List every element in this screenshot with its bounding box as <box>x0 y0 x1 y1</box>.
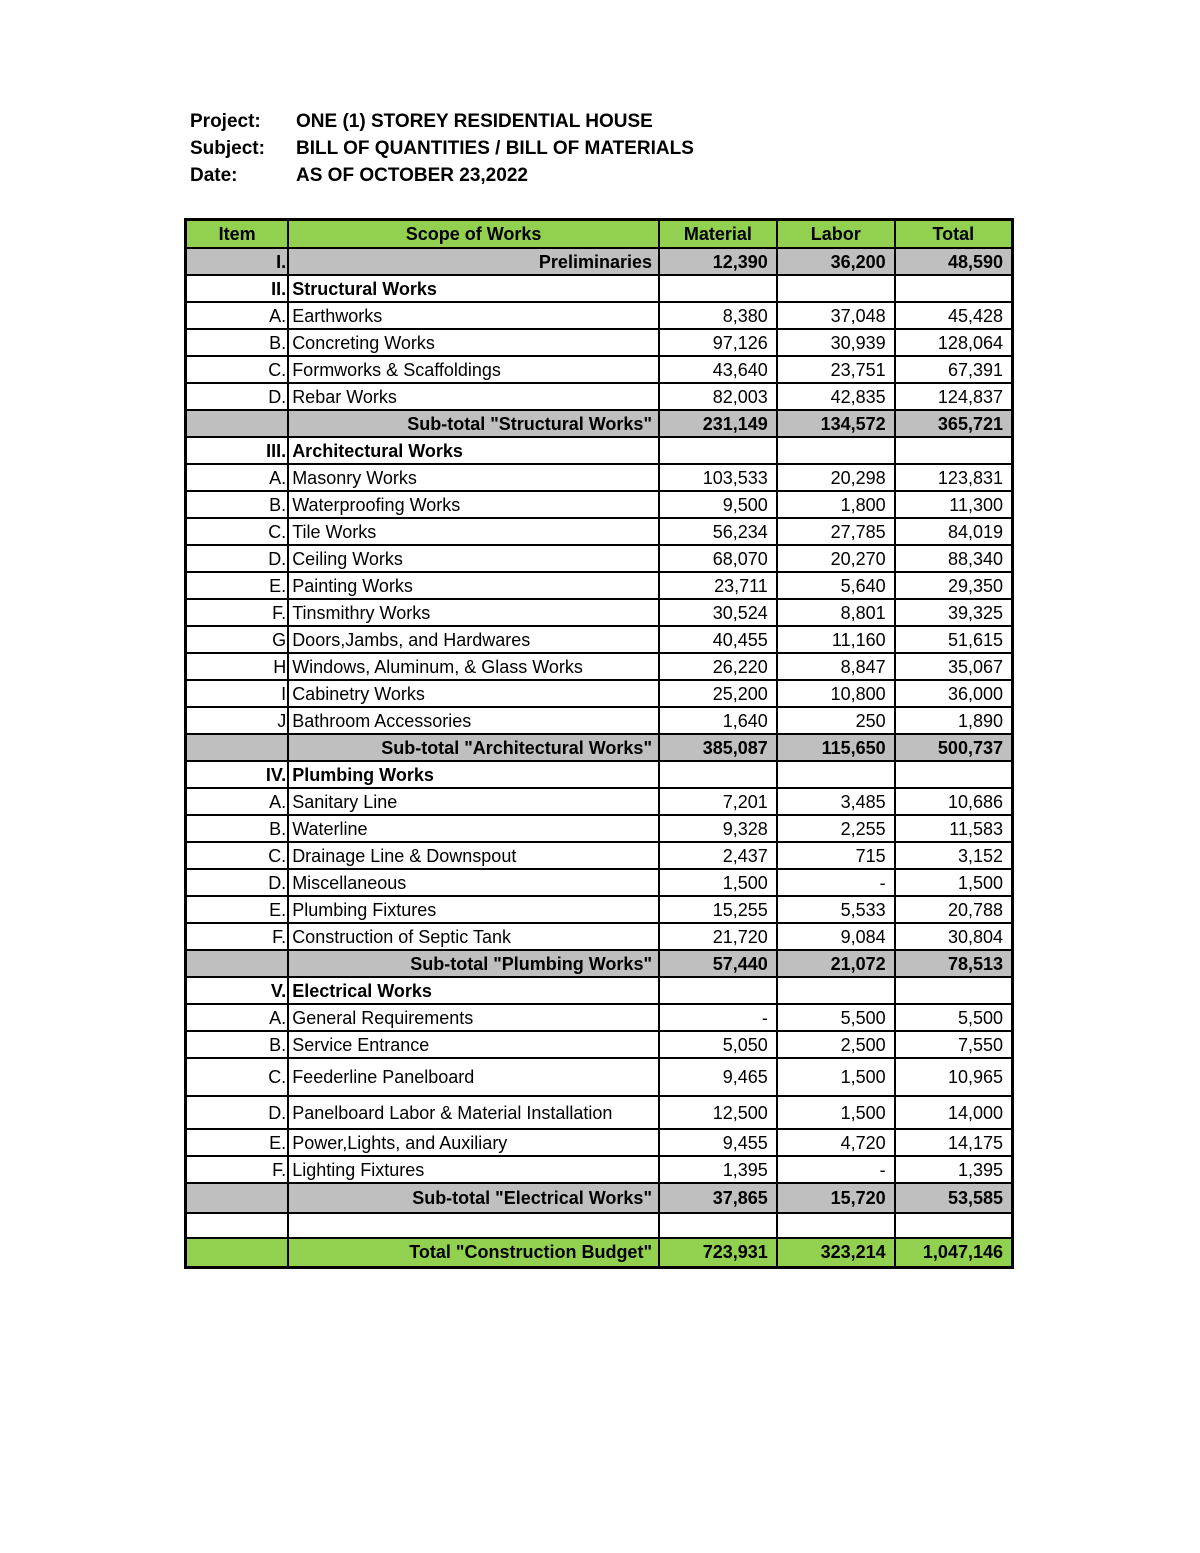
table-row <box>186 1096 1013 1129</box>
cell-total: 29,350 <box>895 572 1013 599</box>
cell-labor <box>777 275 895 302</box>
cell-labor: 2,500 <box>777 1031 895 1058</box>
cell-item <box>186 734 289 761</box>
cell-scope: Earthworks <box>288 302 659 329</box>
table-row <box>186 680 1013 707</box>
cell-material: 1,640 <box>659 707 777 734</box>
cell-scope: Feederline Panelboard <box>288 1058 659 1096</box>
section-row <box>186 761 1013 788</box>
cell-total: 14,175 <box>895 1129 1013 1156</box>
cell-material <box>659 761 777 788</box>
cell-material: 21,720 <box>659 923 777 950</box>
cell-total: 48,590 <box>895 248 1013 275</box>
cell-material <box>659 1213 777 1238</box>
cell-scope: Masonry Works <box>288 464 659 491</box>
cell-item: B. <box>186 329 289 356</box>
cell-labor: 3,485 <box>777 788 895 815</box>
cell-scope: Waterproofing Works <box>288 491 659 518</box>
cell-scope: Sub-total "Electrical Works" <box>288 1183 659 1213</box>
cell-item: H <box>186 653 289 680</box>
cell-item: D. <box>186 383 289 410</box>
subtotal-row <box>186 1183 1013 1213</box>
table-row <box>186 572 1013 599</box>
section-row <box>186 977 1013 1004</box>
cell-labor: 11,160 <box>777 626 895 653</box>
cell-material: 2,437 <box>659 842 777 869</box>
cell-item: III. <box>186 437 289 464</box>
table-row <box>186 1058 1013 1096</box>
cell-material: 9,500 <box>659 491 777 518</box>
cell-labor: 10,800 <box>777 680 895 707</box>
table-row <box>186 1129 1013 1156</box>
table-row <box>186 1031 1013 1058</box>
cell-total: 11,583 <box>895 815 1013 842</box>
table-row <box>186 383 1013 410</box>
cell-item: J <box>186 707 289 734</box>
cell-material: 56,234 <box>659 518 777 545</box>
cell-labor: 134,572 <box>777 410 895 437</box>
cell-scope: Ceiling Works <box>288 545 659 572</box>
cell-item: F. <box>186 1156 289 1183</box>
cell-labor: 1,500 <box>777 1058 895 1096</box>
cell-item: D. <box>186 1096 289 1129</box>
cell-total: 1,500 <box>895 869 1013 896</box>
table-row <box>186 842 1013 869</box>
cell-item: A. <box>186 788 289 815</box>
cell-item: II. <box>186 275 289 302</box>
cell-total: 5,500 <box>895 1004 1013 1031</box>
cell-scope: Sub-total "Structural Works" <box>288 410 659 437</box>
cell-total <box>895 275 1013 302</box>
cell-labor <box>777 761 895 788</box>
cell-scope: Tile Works <box>288 518 659 545</box>
table-row <box>186 302 1013 329</box>
table-row <box>186 896 1013 923</box>
spacer-row <box>186 1213 1013 1238</box>
cell-labor: 21,072 <box>777 950 895 977</box>
cell-total: 67,391 <box>895 356 1013 383</box>
cell-scope: Lighting Fixtures <box>288 1156 659 1183</box>
cell-total: 10,686 <box>895 788 1013 815</box>
cell-item: C. <box>186 842 289 869</box>
cell-scope: Construction of Septic Tank <box>288 923 659 950</box>
table-row <box>186 518 1013 545</box>
cell-item: D. <box>186 545 289 572</box>
cell-scope: Sanitary Line <box>288 788 659 815</box>
cell-labor: 2,255 <box>777 815 895 842</box>
cell-scope: Waterline <box>288 815 659 842</box>
cell-total: 124,837 <box>895 383 1013 410</box>
cell-total: 500,737 <box>895 734 1013 761</box>
cell-item: A. <box>186 464 289 491</box>
cell-scope: General Requirements <box>288 1004 659 1031</box>
cell-labor: 4,720 <box>777 1129 895 1156</box>
subject-value: BILL OF QUANTITIES / BILL OF MATERIALS <box>296 138 694 159</box>
cell-total: 36,000 <box>895 680 1013 707</box>
cell-labor: 9,084 <box>777 923 895 950</box>
cell-scope <box>288 1213 659 1238</box>
cell-item <box>186 1183 289 1213</box>
cell-total: 14,000 <box>895 1096 1013 1129</box>
section-row <box>186 437 1013 464</box>
cell-material: 723,931 <box>659 1238 777 1267</box>
cell-material: 23,711 <box>659 572 777 599</box>
cell-total <box>895 977 1013 1004</box>
table-row <box>186 329 1013 356</box>
cell-labor: 30,939 <box>777 329 895 356</box>
column-header-material: Material <box>659 220 777 249</box>
cell-scope: Miscellaneous <box>288 869 659 896</box>
cell-scope: Structural Works <box>288 275 659 302</box>
table-body <box>186 248 1013 1267</box>
cell-scope: Concreting Works <box>288 329 659 356</box>
table-row <box>186 1004 1013 1031</box>
cell-labor: 27,785 <box>777 518 895 545</box>
cell-scope: Windows, Aluminum, & Glass Works <box>288 653 659 680</box>
table-row <box>186 545 1013 572</box>
date-label: Date: <box>190 165 238 186</box>
cell-labor: 23,751 <box>777 356 895 383</box>
cell-total: 39,325 <box>895 599 1013 626</box>
cell-material: 9,328 <box>659 815 777 842</box>
cell-total: 84,019 <box>895 518 1013 545</box>
cell-total <box>895 1213 1013 1238</box>
cell-labor: 115,650 <box>777 734 895 761</box>
cell-material: 26,220 <box>659 653 777 680</box>
cell-item: C. <box>186 356 289 383</box>
cell-material: 82,003 <box>659 383 777 410</box>
cell-material: 7,201 <box>659 788 777 815</box>
cell-scope: Total "Construction Budget" <box>288 1238 659 1267</box>
cell-material: 9,465 <box>659 1058 777 1096</box>
cell-total: 51,615 <box>895 626 1013 653</box>
cell-labor: 20,298 <box>777 464 895 491</box>
cell-total: 1,047,146 <box>895 1238 1013 1267</box>
cell-total <box>895 437 1013 464</box>
subtotal-row <box>186 410 1013 437</box>
cell-total: 30,804 <box>895 923 1013 950</box>
cell-material: 30,524 <box>659 599 777 626</box>
cell-material <box>659 437 777 464</box>
grand-total-row <box>186 1238 1013 1267</box>
cell-item <box>186 1238 289 1267</box>
table-row <box>186 869 1013 896</box>
cell-scope: Panelboard Labor & Material Installation <box>288 1096 659 1129</box>
cell-material: 231,149 <box>659 410 777 437</box>
cell-scope: Power,Lights, and Auxiliary <box>288 1129 659 1156</box>
table-row <box>186 923 1013 950</box>
cell-item: I <box>186 680 289 707</box>
cell-material: 1,395 <box>659 1156 777 1183</box>
table-row <box>186 626 1013 653</box>
project-row <box>190 108 694 135</box>
cell-total: 45,428 <box>895 302 1013 329</box>
cell-item: F. <box>186 923 289 950</box>
cell-total: 20,788 <box>895 896 1013 923</box>
cell-labor: 8,801 <box>777 599 895 626</box>
cell-labor: 36,200 <box>777 248 895 275</box>
column-header-item: Item <box>186 220 289 249</box>
cell-total: 365,721 <box>895 410 1013 437</box>
date-row <box>190 162 694 189</box>
cell-scope: Preliminaries <box>288 248 659 275</box>
cell-total: 7,550 <box>895 1031 1013 1058</box>
cell-material: 68,070 <box>659 545 777 572</box>
cell-scope: Rebar Works <box>288 383 659 410</box>
cell-labor: 1,500 <box>777 1096 895 1129</box>
cell-scope: Formworks & Scaffoldings <box>288 356 659 383</box>
project-label: Project: <box>190 111 261 132</box>
subtotal-row <box>186 248 1013 275</box>
section-row <box>186 275 1013 302</box>
cell-scope: Architectural Works <box>288 437 659 464</box>
cell-labor: 20,270 <box>777 545 895 572</box>
cell-scope: Doors,Jambs, and Hardwares <box>288 626 659 653</box>
cell-total: 128,064 <box>895 329 1013 356</box>
cell-material: 385,087 <box>659 734 777 761</box>
bill-of-quantities-table <box>184 218 1014 1269</box>
cell-material: - <box>659 1004 777 1031</box>
cell-total: 88,340 <box>895 545 1013 572</box>
cell-labor: - <box>777 869 895 896</box>
cell-scope: Painting Works <box>288 572 659 599</box>
column-header-total: Total <box>895 220 1013 249</box>
cell-item: A. <box>186 302 289 329</box>
cell-labor: 15,720 <box>777 1183 895 1213</box>
cell-item: IV. <box>186 761 289 788</box>
date-value: AS OF OCTOBER 23,2022 <box>296 165 528 186</box>
cell-material: 97,126 <box>659 329 777 356</box>
cell-labor <box>777 1213 895 1238</box>
cell-total: 78,513 <box>895 950 1013 977</box>
table-row <box>186 815 1013 842</box>
cell-scope: Cabinetry Works <box>288 680 659 707</box>
cell-total: 1,395 <box>895 1156 1013 1183</box>
cell-item: E. <box>186 896 289 923</box>
cell-material: 1,500 <box>659 869 777 896</box>
cell-labor: 250 <box>777 707 895 734</box>
cell-material <box>659 977 777 1004</box>
cell-labor: 5,500 <box>777 1004 895 1031</box>
cell-material: 8,380 <box>659 302 777 329</box>
cell-item: V. <box>186 977 289 1004</box>
cell-labor: 42,835 <box>777 383 895 410</box>
project-value: ONE (1) STOREY RESIDENTIAL HOUSE <box>296 111 653 132</box>
cell-item: B. <box>186 491 289 518</box>
subject-label: Subject: <box>190 138 265 159</box>
cell-item: B. <box>186 815 289 842</box>
cell-item: E. <box>186 572 289 599</box>
table-row <box>186 788 1013 815</box>
table-row <box>186 1156 1013 1183</box>
table-row <box>186 464 1013 491</box>
cell-scope: Sub-total "Architectural Works" <box>288 734 659 761</box>
cell-scope: Tinsmithry Works <box>288 599 659 626</box>
cell-labor: 8,847 <box>777 653 895 680</box>
cell-scope: Drainage Line & Downspout <box>288 842 659 869</box>
cell-material: 12,390 <box>659 248 777 275</box>
column-header-labor: Labor <box>777 220 895 249</box>
cell-labor: - <box>777 1156 895 1183</box>
cell-scope: Plumbing Works <box>288 761 659 788</box>
cell-item: E. <box>186 1129 289 1156</box>
cell-material: 5,050 <box>659 1031 777 1058</box>
cell-scope: Bathroom Accessories <box>288 707 659 734</box>
cell-total: 53,585 <box>895 1183 1013 1213</box>
table-row <box>186 599 1013 626</box>
cell-labor: 715 <box>777 842 895 869</box>
cell-total: 123,831 <box>895 464 1013 491</box>
subject-row <box>190 135 694 162</box>
cell-item: D. <box>186 869 289 896</box>
cell-scope: Plumbing Fixtures <box>288 896 659 923</box>
cell-material <box>659 275 777 302</box>
cell-scope: Electrical Works <box>288 977 659 1004</box>
table-row <box>186 491 1013 518</box>
cell-item: G <box>186 626 289 653</box>
cell-material: 40,455 <box>659 626 777 653</box>
cell-total: 10,965 <box>895 1058 1013 1096</box>
cell-item <box>186 410 289 437</box>
cell-item: B. <box>186 1031 289 1058</box>
cell-item: C. <box>186 518 289 545</box>
cell-item <box>186 950 289 977</box>
cell-total <box>895 761 1013 788</box>
cell-labor: 37,048 <box>777 302 895 329</box>
subtotal-row <box>186 950 1013 977</box>
subtotal-row <box>186 734 1013 761</box>
table-row <box>186 653 1013 680</box>
cell-material: 9,455 <box>659 1129 777 1156</box>
cell-material: 15,255 <box>659 896 777 923</box>
cell-material: 103,533 <box>659 464 777 491</box>
table-row <box>186 356 1013 383</box>
cell-material: 37,865 <box>659 1183 777 1213</box>
cell-material: 12,500 <box>659 1096 777 1129</box>
column-header-scope: Scope of Works <box>288 220 659 249</box>
cell-item <box>186 1213 289 1238</box>
cell-scope: Sub-total "Plumbing Works" <box>288 950 659 977</box>
document-header <box>190 108 694 189</box>
cell-item: I. <box>186 248 289 275</box>
cell-total: 11,300 <box>895 491 1013 518</box>
cell-total: 3,152 <box>895 842 1013 869</box>
cell-total: 35,067 <box>895 653 1013 680</box>
cell-labor <box>777 977 895 1004</box>
cell-labor: 5,533 <box>777 896 895 923</box>
cell-material: 43,640 <box>659 356 777 383</box>
cell-scope: Service Entrance <box>288 1031 659 1058</box>
table-row <box>186 707 1013 734</box>
cell-item: A. <box>186 1004 289 1031</box>
cell-item: C. <box>186 1058 289 1096</box>
cell-total: 1,890 <box>895 707 1013 734</box>
cell-item: F. <box>186 599 289 626</box>
cell-labor <box>777 437 895 464</box>
cell-labor: 1,800 <box>777 491 895 518</box>
cell-labor: 5,640 <box>777 572 895 599</box>
cell-labor: 323,214 <box>777 1238 895 1267</box>
table-header-row <box>186 220 1013 249</box>
cell-material: 25,200 <box>659 680 777 707</box>
cell-material: 57,440 <box>659 950 777 977</box>
